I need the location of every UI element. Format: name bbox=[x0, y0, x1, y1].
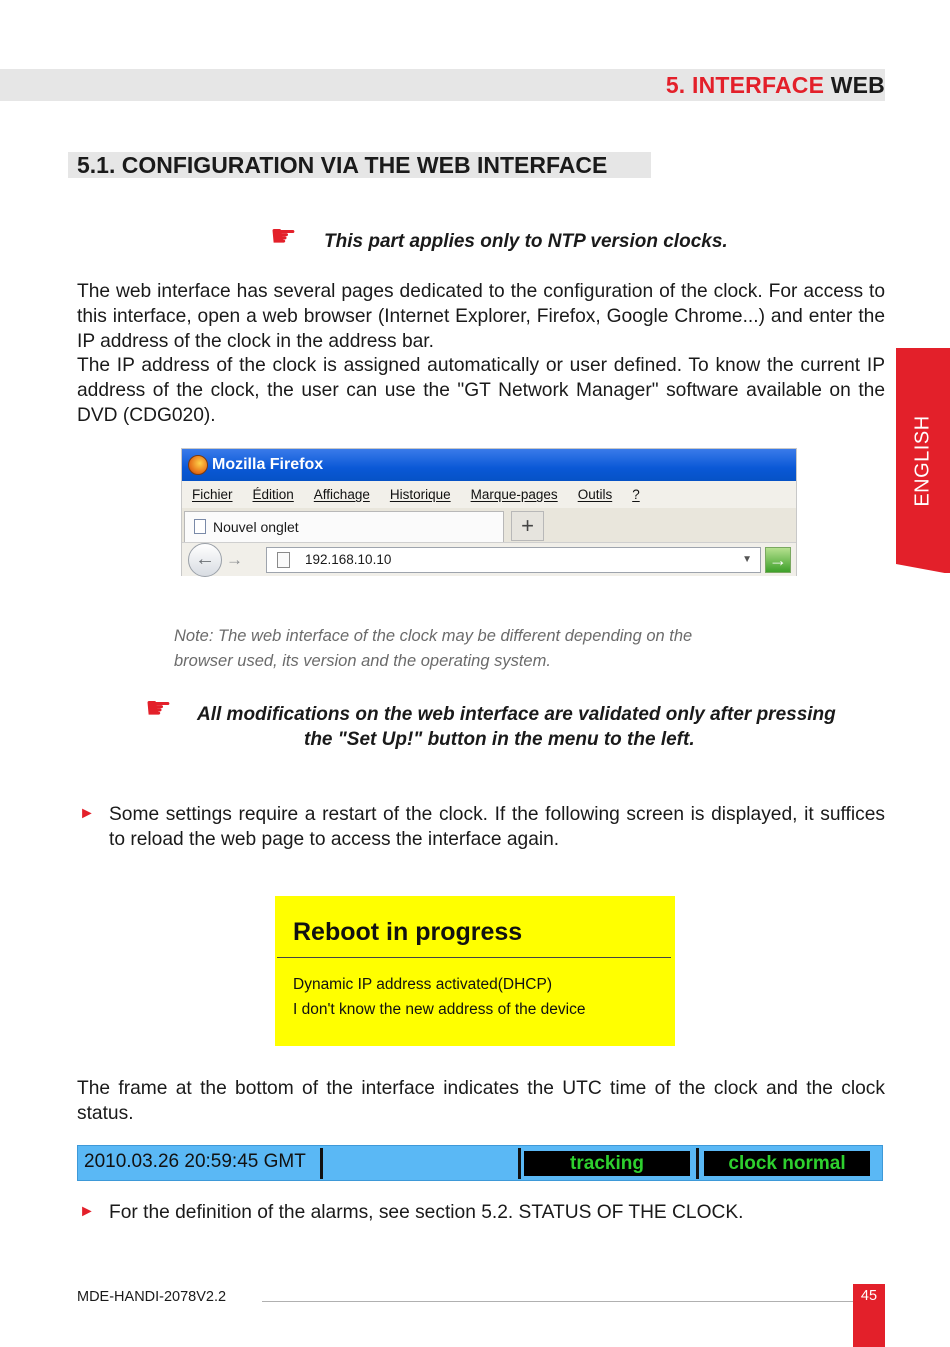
browser-menu-bar bbox=[182, 481, 796, 508]
go-arrow-icon[interactable]: → bbox=[765, 547, 791, 573]
browser-nav-bar bbox=[182, 542, 796, 576]
document-id: MDE-HANDI-2078V2.2 bbox=[77, 1289, 227, 1305]
utc-time: 2010.03.26 20:59:45 GMT bbox=[84, 1151, 306, 1172]
forward-arrow-icon[interactable]: → bbox=[226, 550, 243, 569]
browser-note bbox=[174, 624, 774, 674]
status-frame bbox=[77, 1145, 883, 1181]
ntp-note: This part applies only to NTP version clocks. bbox=[324, 231, 728, 252]
browser-title: Mozilla Firefox bbox=[212, 456, 324, 473]
language-tab bbox=[896, 348, 950, 573]
firefox-logo-icon bbox=[188, 455, 208, 475]
reboot-line-1: Dynamic IP address activated(DHCP) bbox=[293, 976, 552, 993]
section-title: 5.1. CONFIGURATION VIA THE WEB INTERFACE bbox=[68, 152, 651, 178]
bullet-restart: Some settings require a restart of the clock. If the following screen is displayed, it suffices to reload the web page to access the interface again. bbox=[109, 804, 885, 850]
bullet-arrow-icon: ► bbox=[79, 1203, 95, 1220]
menu-fichier[interactable]: Fichier bbox=[192, 487, 233, 502]
paragraph-intro: The web interface has several pages dedicated to the configuration of the clock. For access to this interface, open a web browser (Internet Explorer, Firefox, Google Chrome...) and enter the IP address of the clock in the address bar. bbox=[77, 281, 885, 352]
pointing-hand-icon: ☛ bbox=[145, 692, 172, 725]
reboot-title: Reboot in progress bbox=[293, 918, 523, 946]
new-tab-button[interactable]: + bbox=[511, 511, 544, 541]
footer-divider bbox=[262, 1301, 854, 1302]
setup-note-line-2: the "Set Up!" button in the menu to the left. bbox=[304, 729, 695, 750]
reboot-screen bbox=[275, 896, 675, 1046]
tracking-status: tracking bbox=[524, 1151, 690, 1176]
menu-affichage[interactable]: Affichage bbox=[313, 487, 370, 502]
paragraph-frame: The frame at the bottom of the interface indicates the UTC time of the clock and the clock status. bbox=[77, 1078, 885, 1124]
section-header-word: WEB bbox=[830, 72, 885, 98]
page-icon bbox=[194, 519, 206, 534]
page-icon bbox=[277, 552, 290, 568]
divider bbox=[518, 1148, 521, 1179]
address-value: 192.168.10.10 bbox=[305, 552, 392, 567]
address-bar[interactable] bbox=[266, 547, 761, 573]
page-number-tab bbox=[853, 1284, 885, 1347]
divider bbox=[320, 1148, 323, 1179]
setup-note-line-1: All modifications on the web interface are validated only after pressing bbox=[197, 704, 836, 725]
browser-note-line-1: Note: The web interface of the clock may be different depending on the bbox=[174, 627, 693, 645]
section-header bbox=[666, 72, 885, 99]
chevron-down-icon[interactable]: ▼ bbox=[742, 554, 752, 565]
pointing-hand-icon: ☛ bbox=[270, 220, 297, 253]
firefox-screenshot bbox=[181, 448, 797, 576]
clock-status: clock normal bbox=[704, 1151, 870, 1176]
reboot-line-2: I don't know the new address of the device bbox=[293, 1001, 586, 1018]
divider bbox=[277, 957, 671, 958]
divider bbox=[696, 1148, 699, 1179]
menu-outils[interactable]: Outils bbox=[577, 487, 613, 502]
browser-tab-strip bbox=[182, 508, 796, 542]
section-header-number: 5. INTERFACE bbox=[665, 72, 825, 98]
paragraph-ip: The IP address of the clock is assigned automatically or user defined. To know the current IP address of the clock, the user can use the "GT Network Manager" software available on the DVD (CDG020). bbox=[77, 355, 885, 426]
tab-nouvel-onglet[interactable] bbox=[184, 511, 504, 542]
page-number: 45 bbox=[860, 1288, 878, 1304]
browser-note-line-2: browser used, its version and the operating system. bbox=[174, 652, 551, 670]
language-label: ENGLISH bbox=[911, 414, 934, 507]
menu-marque-pages[interactable]: Marque-pages bbox=[470, 487, 558, 502]
bullet-arrow-icon: ► bbox=[79, 805, 95, 822]
back-arrow-icon[interactable]: ← bbox=[188, 543, 222, 577]
menu-help[interactable]: ? bbox=[632, 487, 640, 502]
bullet-alarms: For the definition of the alarms, see section 5.2. STATUS OF THE CLOCK. bbox=[109, 1202, 744, 1223]
menu-historique[interactable]: Historique bbox=[389, 487, 451, 502]
browser-title-bar bbox=[182, 449, 796, 481]
menu-edition[interactable]: Édition bbox=[252, 487, 294, 502]
tab-label: Nouvel onglet bbox=[213, 519, 299, 535]
